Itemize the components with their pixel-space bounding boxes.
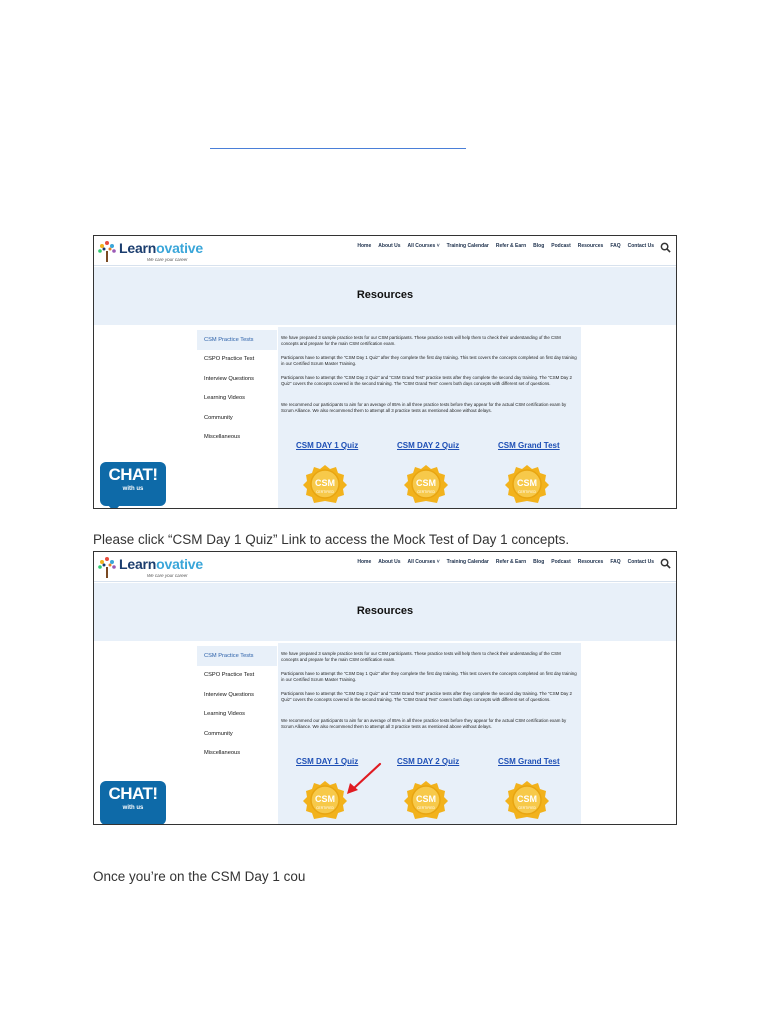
csm-grand-test-link[interactable]: CSM Grand Test [498, 441, 560, 450]
chat-title: CHAT! [108, 784, 158, 803]
csm-badge-icon[interactable] [403, 464, 449, 504]
content-panel [278, 643, 581, 825]
badge-label: CSM [517, 478, 537, 488]
chat-widget-button[interactable] [100, 781, 166, 825]
nav-all-courses[interactable]: All Courses ˅ [407, 243, 440, 249]
chat-bubble-tail [108, 824, 120, 825]
csm-badge-icon[interactable] [504, 780, 550, 820]
nav-home[interactable]: Home [357, 559, 372, 565]
website-screenshot-1 [93, 235, 677, 509]
badge-label: CSM [416, 794, 436, 804]
sidebar-item-learning-videos[interactable]: Learning Videos [204, 395, 246, 402]
main-nav [357, 559, 654, 565]
nav-podcast[interactable]: Podcast [551, 243, 571, 249]
page-banner [94, 583, 676, 641]
nav-refer-earn[interactable]: Refer & Earn [495, 243, 527, 249]
nav-training-calendar[interactable]: Training Calendar [446, 559, 489, 565]
nav-about[interactable]: About Us [378, 243, 401, 249]
intro-paragraph: We have prepared 3 sample practice tests for our CSM participants. These practice tests will help them to check their understanding of the CSM concepts and prepare for the main CSM certification exam. [281, 651, 561, 663]
badge-label: CSM [315, 478, 335, 488]
intro-paragraph: We have prepared 3 sample practice tests for our CSM participants. These practice tests will help them to check their understanding of the CSM concepts and prepare for the main CSM certification exam. [281, 335, 561, 347]
page-banner [94, 267, 676, 325]
tree-logo-icon [97, 555, 117, 579]
nav-home[interactable]: Home [357, 243, 372, 249]
search-icon[interactable] [660, 558, 671, 569]
day1-paragraph: Participants have to attempt the “CSM Day 1 Quiz” after they complete the first day training. This test covers the concepts completed on first day training in our Certified Scrum Master Training. [281, 671, 577, 683]
sidebar-item-interview-questions[interactable]: Interview Questions [204, 375, 254, 382]
csm-day1-quiz-link[interactable]: CSM DAY 1 Quiz [296, 441, 359, 450]
main-nav [357, 243, 654, 249]
chat-subtitle: with us [122, 805, 144, 811]
nav-training-calendar[interactable]: Training Calendar [446, 243, 489, 249]
logo-text-ovative: ovative [156, 240, 203, 256]
nav-all-courses[interactable]: All Courses ˅ [407, 559, 440, 565]
day2-paragraph: Participants have to attempt the “CSM Day 2 Quiz” and “CSM Grand Test” practice tests after they complete the second day training. The “CSM Day 2 Quiz” covers the concepts covered in the second training. The “CSM Grand Test” covers both days concepts with different set of questions. [281, 375, 572, 387]
logo-tagline: We care your career [147, 257, 188, 262]
recommend-paragraph: We recommend our participants to aim for an average of 85% in all three practice tests before they appear for the actual CSM certification exam by Scrum Alliance. We also recommend them to attempt all 3 practice tests as mentioned above without delays. [281, 402, 567, 414]
csm-badge-icon[interactable] [302, 780, 348, 820]
sidebar-item-community[interactable]: Community [204, 730, 233, 737]
sidebar-item-cspo-practice-test[interactable]: CSPO Practice Test [204, 356, 255, 363]
website-screenshot-2 [93, 551, 677, 825]
recommend-paragraph: We recommend our participants to aim for an average of 85% in all three practice tests before they appear for the actual CSM certification exam by Scrum Alliance. We also recommend them to attempt all 3 practice tests as mentioned above without delays. [281, 718, 567, 730]
nav-blog[interactable]: Blog [533, 559, 545, 565]
badge-label: CSM [315, 794, 335, 804]
badge-sub-label: CERTIFIED [417, 806, 435, 810]
badge-label: CSM [517, 794, 537, 804]
nav-contact[interactable]: Contact Us [627, 559, 654, 565]
instruction-caption: Please click “CSM Day 1 Quiz” Link to access the Mock Test of Day 1 concepts. [93, 532, 570, 547]
csm-badge-icon[interactable] [504, 464, 550, 504]
nav-blog[interactable]: Blog [533, 243, 545, 249]
badge-sub-label: CERTIFIED [417, 490, 435, 494]
sidebar-item-community[interactable]: Community [204, 414, 233, 421]
chat-title: CHAT! [108, 465, 158, 484]
logo-text-learn: Learn [119, 556, 157, 572]
logo-text-learn: Learn [119, 240, 157, 256]
red-pointer-arrow-icon [344, 762, 384, 796]
chat-subtitle: with us [122, 486, 144, 492]
sidebar-item-learning-videos[interactable]: Learning Videos [204, 711, 246, 718]
badge-sub-label: CERTIFIED [518, 490, 536, 494]
nav-podcast[interactable]: Podcast [551, 559, 571, 565]
logo-tagline: We care your career [147, 573, 188, 578]
csm-badge-icon[interactable] [403, 780, 449, 820]
sidebar-item-csm-practice-tests[interactable]: CSM Practice Tests [197, 646, 277, 666]
nav-refer-earn[interactable]: Refer & Earn [495, 559, 527, 565]
site-header [94, 552, 676, 582]
site-logo[interactable] [97, 555, 209, 581]
nav-contact[interactable]: Contact Us [627, 243, 654, 249]
content-panel [278, 327, 581, 509]
nav-resources[interactable]: Resources [577, 243, 604, 249]
csm-day2-quiz-link[interactable]: CSM DAY 2 Quiz [397, 757, 460, 766]
tree-logo-icon [97, 239, 117, 263]
sidebar-item-csm-practice-tests[interactable]: CSM Practice Tests [197, 330, 277, 350]
hyperlink-underline[interactable] [210, 148, 466, 149]
search-icon[interactable] [660, 242, 671, 253]
sidebar-item-miscellaneous[interactable]: Miscellaneous [204, 750, 241, 757]
day2-paragraph: Participants have to attempt the “CSM Day 2 Quiz” and “CSM Grand Test” practice tests after they complete the second day training. The “CSM Day 2 Quiz” covers the concepts covered in the second training. The “CSM Grand Test” covers both days concepts with different set of questions. [281, 691, 572, 703]
nav-about[interactable]: About Us [378, 559, 401, 565]
sidebar-item-miscellaneous[interactable]: Miscellaneous [204, 434, 241, 441]
page-title: Resources [356, 289, 414, 301]
logo-text-ovative: ovative [156, 556, 203, 572]
nav-resources[interactable]: Resources [577, 559, 604, 565]
nav-faq[interactable]: FAQ [610, 243, 621, 249]
csm-day1-quiz-link[interactable]: CSM DAY 1 Quiz [296, 757, 359, 766]
badge-label: CSM [416, 478, 436, 488]
day1-paragraph: Participants have to attempt the “CSM Day 1 Quiz” after they complete the first day training. This test covers the concepts completed on first day training in our Certified Scrum Master Training. [281, 355, 577, 367]
csm-badge-icon[interactable] [302, 464, 348, 504]
badge-sub-label: CERTIFIED [518, 806, 536, 810]
site-logo[interactable] [97, 239, 209, 265]
sidebar-item-interview-questions[interactable]: Interview Questions [204, 691, 254, 698]
chat-widget-button[interactable] [100, 462, 166, 506]
site-header [94, 236, 676, 266]
continuation-caption: Once you’re on the CSM Day 1 cou [93, 869, 306, 884]
sidebar-item-cspo-practice-test[interactable]: CSPO Practice Test [204, 672, 255, 679]
resources-sidebar [197, 330, 277, 447]
chat-bubble-tail [108, 505, 120, 509]
csm-day2-quiz-link[interactable]: CSM DAY 2 Quiz [397, 441, 460, 450]
badge-sub-label: CERTIFIED [316, 490, 334, 494]
badge-sub-label: CERTIFIED [316, 806, 334, 810]
csm-grand-test-link[interactable]: CSM Grand Test [498, 757, 560, 766]
page-title: Resources [356, 605, 414, 617]
resources-sidebar [197, 646, 277, 763]
nav-faq[interactable]: FAQ [610, 559, 621, 565]
